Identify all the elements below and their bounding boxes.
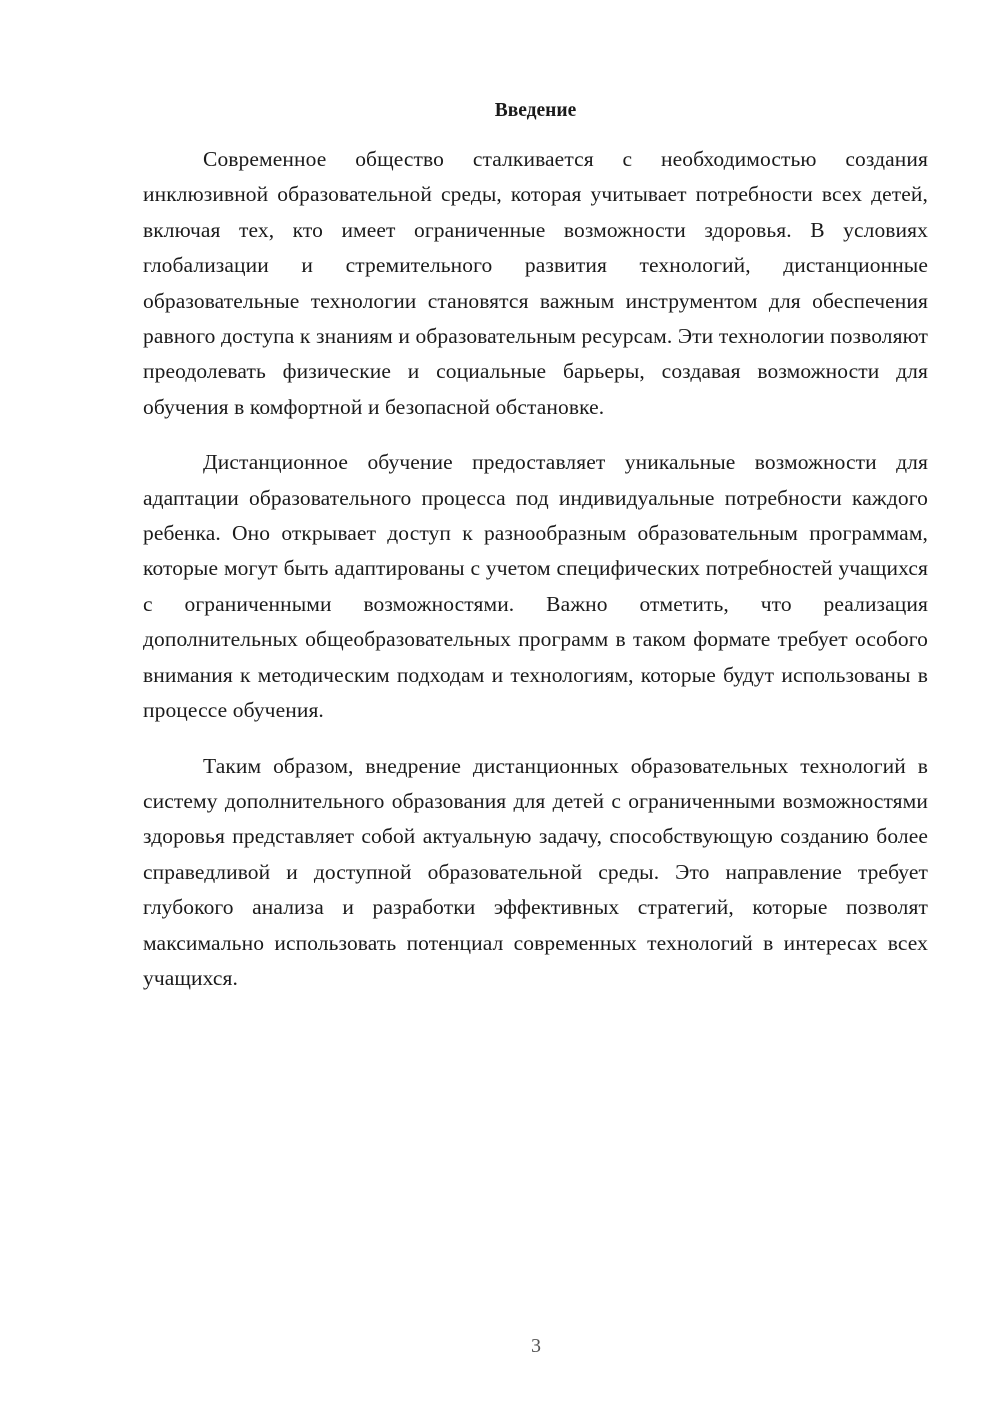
- page-number: 3: [531, 1335, 541, 1357]
- section-heading: Введение: [494, 100, 577, 121]
- paragraph-3: Таким образом, внедрение дистанционных образовательных технологий в систему дополнительного образования для детей с ограниченными возможностями здоровья представляет собой актуальную задачу, способствующую созданию более справедливой и доступной образовательной среды. Это направление требует глубокого анализа и разработки эффективных стратегий, которые позволят максимально использовать потенциал современных технологий в интересах всех учащихся.: [143, 753, 928, 990]
- paragraph-1: Современное общество сталкивается с необходимостью создания инклюзивной образовательной среды, которая учитывает потребности всех детей, включая тех, кто имеет ограниченные возможности здоровья. В условиях глобализации и стремительного развития технологий, дистанционные образовательные технологии становятся важным инструментом для обеспечения равного доступа к знаниям и образовательным ресурсам. Эти технологии позволяют преодолевать физические и социальные барьеры, создавая возможности для обучения в комфортной и безопасной обстановке.: [143, 147, 928, 419]
- document-body: [143, 142, 928, 1016]
- paragraph-2: Дистанционное обучение предоставляет уникальные возможности для адаптации образовательного процесса под индивидуальные потребности каждого ребенка. Оно открывает доступ к разнообразным образовательным программам, которые могут быть адаптированы с учетом специфических потребностей учащихся с ограниченными возможностями. Важно отметить, что реализация дополнительных общеобразовательных программ в таком формате требует особого внимания к методическим подходам и технологиям, которые будут использованы в процессе обучения.: [143, 450, 928, 723]
